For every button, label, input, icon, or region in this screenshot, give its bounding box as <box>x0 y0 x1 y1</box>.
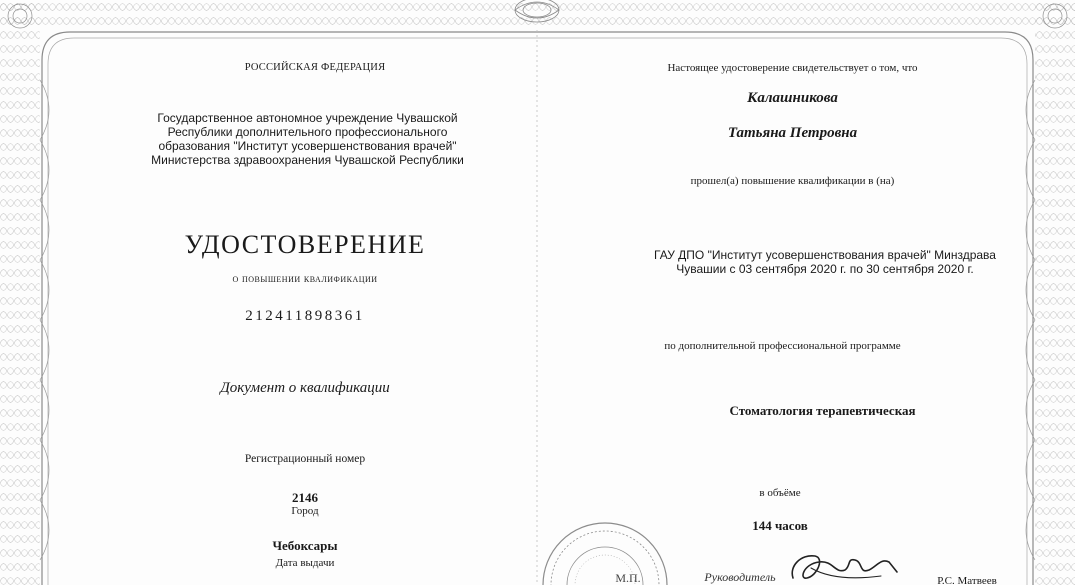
institution-line: Министерства здравоохранения Чувашской Республики <box>151 153 464 167</box>
hours-value: 144 часов <box>752 518 808 533</box>
completed-training-statement: прошел(а) повышение квалификации в (на) <box>690 175 895 187</box>
certifies-statement: Настоящее удостоверение свидетельствует о том, что <box>667 62 918 74</box>
official-seal <box>540 490 670 585</box>
institution-line: Республики дополнительного профессионального <box>167 125 448 139</box>
signature <box>785 548 905 585</box>
provider-line: ГАУ ДПО "Институт усовершенствования врачей" Минздрава <box>654 248 996 262</box>
program-name: Стоматология терапевтическая <box>729 403 916 418</box>
program-label: по дополнительной профессиональной программе <box>664 340 901 352</box>
city-label: Город <box>291 505 319 517</box>
head-label: Руководитель <box>704 570 776 584</box>
training-provider <box>615 248 1035 276</box>
institution-name <box>130 111 485 167</box>
signer-name: Р.С. Матвеев <box>937 575 997 585</box>
provider-line: Чувашии с 03 сентября 2020 г. по 30 сентября 2020 г. <box>676 262 974 276</box>
institution-line: Государственное автономное учреждение Чувашской <box>157 111 458 125</box>
volume-label: в объёме <box>759 487 801 499</box>
registration-number: 2146 <box>292 490 318 505</box>
document-type: Документ о квалификации <box>220 380 390 396</box>
serial-number: 212411898361 <box>245 308 365 324</box>
issue-date-label: Дата выдачи <box>275 557 335 569</box>
document-title: УДОСТОВЕРЕНИЕ <box>184 230 426 259</box>
holder-given-names: Татьяна Петровна <box>727 125 858 141</box>
seal-label: М.П. <box>615 571 641 585</box>
institution-line: образования "Институт усовершенствования врачей" <box>158 139 457 153</box>
country-heading: РОССИЙСКАЯ ФЕДЕРАЦИЯ <box>244 62 386 73</box>
holder-surname: Калашникова <box>747 90 838 106</box>
city-value: Чебоксары <box>272 538 338 553</box>
document-subtitle: о повышении квалификации <box>232 273 378 285</box>
registration-number-label: Регистрационный номер <box>244 453 366 465</box>
